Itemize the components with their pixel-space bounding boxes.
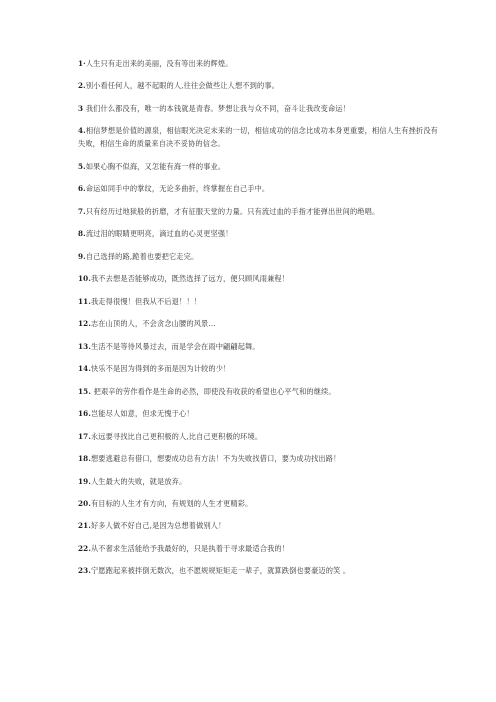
quote-separator: . (83, 81, 86, 91)
quote-text: 命运如同手中的掌纹，无论多曲折，终掌握在自己手中。 (85, 184, 270, 194)
quote-text: 我不去想是否能够成功，既然选择了远方，便只顾风雨兼程！ (90, 274, 290, 284)
quote-number: 2 (78, 81, 84, 91)
quote-separator: . (88, 543, 91, 553)
quote-separator: . (83, 184, 86, 194)
quote-separator: . (88, 319, 91, 329)
quote-separator: . (88, 386, 94, 396)
quote-number: 21 (78, 521, 89, 531)
quote-number: 8 (78, 229, 84, 239)
quote-number: 20 (78, 499, 89, 508)
quote-item (78, 296, 440, 309)
quote-item (78, 476, 440, 489)
quote-text: 我走得很慢！但我从不后退！！！ (90, 296, 202, 306)
quote-text: 我们什么都没有，唯一的本钱就是青春。梦想让我与众不同，奋斗让我改变命运！ (85, 103, 350, 113)
quote-text: 相信梦想是价值的源泉，相信眼光决定未来的一切，相信成功的信念比成功本身更重要，相信人生有挫折没有失败，相信生命的质量来自决不妥协的信念。 (78, 126, 439, 149)
quote-separator: . (83, 126, 86, 136)
quote-number: 1 (78, 59, 84, 68)
quote-text: 想要逃避总有借口，想要成功总有方法！不为失败找借口，要为成功找出路！ (90, 454, 341, 464)
quote-item (78, 341, 440, 354)
quote-text: 人生最大的失败，就是放弃。 (90, 476, 187, 486)
quote-item (78, 363, 440, 376)
quote-number: 14 (78, 364, 89, 374)
quote-number: 6 (78, 184, 84, 194)
quote-number: 5 (78, 161, 84, 171)
quote-item (78, 273, 440, 286)
quote-separator: · (83, 59, 86, 68)
quote-number: 22 (78, 543, 89, 553)
quote-text: 别小看任何人，越不起眼的人,往往会做些让人想不到的事。 (85, 81, 280, 91)
quote-number: 15 (78, 386, 89, 396)
quote-number: 13 (78, 341, 89, 351)
quote-number: 3 (78, 103, 84, 113)
quote-number: 23 (78, 566, 89, 576)
quote-list (78, 58, 440, 578)
quote-item (78, 58, 440, 71)
quote-number: 17 (78, 431, 89, 441)
quote-separator: . (83, 229, 86, 239)
quote-text: 从不奢求生活能给予我最好的，只是执着于寻求最适合我的！ (90, 543, 290, 553)
quote-number: 16 (78, 409, 89, 419)
quote-number: 4 (78, 126, 84, 136)
quote-separator: . (88, 454, 91, 464)
quote-number: 9 (78, 251, 84, 261)
quote-text: 宁愿跑起来被拌倒无数次，也不愿规规矩矩走一辈子，就算跌倒也要豪迈的笑 。 (90, 566, 351, 576)
quote-separator: . (88, 364, 91, 374)
quote-item (78, 161, 440, 174)
quote-item (78, 431, 440, 444)
quote-item (78, 520, 440, 533)
quote-text: 如果心胸不似海，又怎能有海一样的事业。 (85, 161, 226, 171)
quote-item (78, 386, 440, 399)
quote-text: 志在山顶的人，不会贪念山腰的风景… (90, 319, 216, 329)
quote-number: 12 (78, 319, 89, 329)
quote-item (78, 498, 440, 511)
quote-item (78, 453, 440, 466)
quote-text: 好多人做不好自己,是因为总想着做别人！ (90, 521, 226, 531)
quote-number: 7 (78, 206, 84, 216)
quote-number: 18 (78, 454, 89, 464)
quote-separator: . (88, 341, 91, 351)
quote-text: 生活不是等待风暴过去，而是学会在雨中翩翩起舞。 (90, 341, 260, 351)
quote-separator: . (88, 409, 91, 419)
quote-item (78, 251, 440, 264)
quote-number: 11 (78, 296, 89, 306)
quote-item (78, 543, 440, 556)
quote-item (78, 318, 440, 331)
quote-item (78, 206, 440, 219)
quote-text: 人生只有走出来的美丽，没有等出来的辉煌。 (85, 59, 233, 68)
quote-separator: . (88, 566, 91, 576)
quote-number: 19 (78, 476, 89, 486)
quote-item (78, 125, 440, 151)
quote-text: 有目标的人生才有方向，有规划的人生才更精彩。 (90, 499, 253, 508)
quote-item (78, 228, 440, 241)
quote-separator: . (88, 476, 91, 486)
quote-separator: . (88, 296, 91, 306)
quote-separator: . (83, 161, 86, 171)
quote-text: 永远要寻找比自己更积极的人,比自己更积极的环境。 (90, 431, 263, 441)
quote-separator: . (83, 206, 86, 216)
quote-item (78, 408, 440, 421)
quote-separator: . (88, 431, 91, 441)
quote-separator: . (88, 521, 91, 531)
quote-text: 自己选择的路,跪着也要把它走完。 (85, 251, 199, 261)
quote-text: 把艰辛的劳作看作是生命的必然，即使没有收获的希望也心平气和的继续。 (93, 386, 336, 396)
quote-separator: . (83, 251, 86, 261)
quote-text: 只有经历过地狱般的折磨，才有征服天堂的力量。只有流过血的手指才能弹出世间的绝唱。 (85, 206, 380, 216)
quote-text: 快乐不是因为得到的多而是因为计较的少！ (90, 364, 231, 374)
quote-text: 流过泪的眼睛更明亮，滴过血的心灵更坚强！ (85, 229, 233, 239)
quote-item (78, 565, 440, 578)
quote-separator: . (88, 499, 91, 508)
quote-item (78, 80, 440, 93)
quote-separator: . (88, 274, 91, 284)
quote-text: 岂能尽人如意，但求无愧于心！ (90, 409, 194, 419)
quote-item (78, 183, 440, 196)
quote-item (78, 103, 440, 116)
quote-number: 10 (78, 274, 89, 284)
